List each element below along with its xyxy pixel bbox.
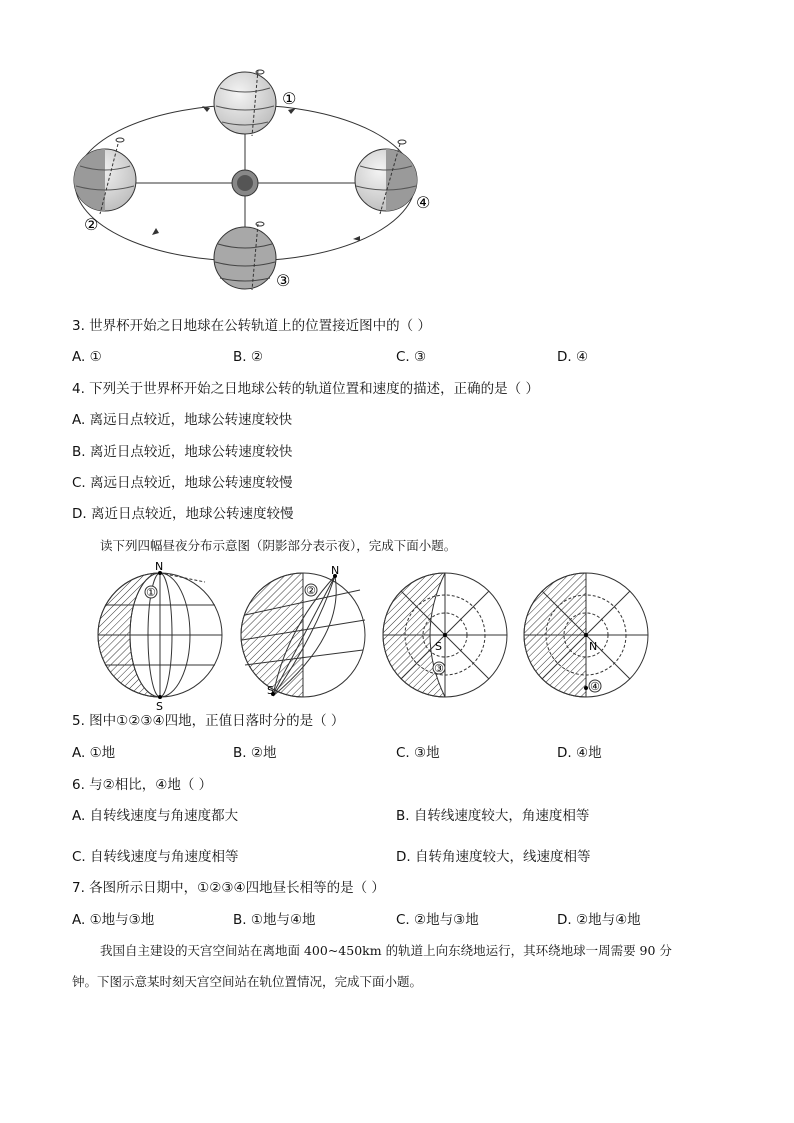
intro-day-night: 读下列四幅昼夜分布示意图（阴影部分表示夜），完成下面小题。 xyxy=(100,538,457,553)
q4-option-c[interactable]: C. 离远日点较近，地球公转速度较慢 xyxy=(72,475,293,491)
pole-label-n2: N xyxy=(331,564,340,577)
intro-space-station-line2: 钟。下图示意某时刻天宫空间站在轨位置情况，完成下面小题。 xyxy=(72,974,423,989)
q4-stem: 4. 下列关于世界杯开始之日地球公转的轨道位置和速度的描述，正确的是（ ） xyxy=(72,381,539,397)
pole-label-n1: N xyxy=(155,560,164,573)
diagram-1 xyxy=(98,560,222,713)
q4-option-a[interactable]: A. 离远日点较近，地球公转速度较快 xyxy=(72,412,293,428)
q6-option-c[interactable]: C. 自转线速度与角速度相等 xyxy=(72,849,239,865)
q6-option-a[interactable]: A. 自转线速度与角速度都大 xyxy=(72,808,239,824)
q3-option-d[interactable]: D. ④ xyxy=(557,349,589,365)
q7-option-a[interactable]: A. ①地与③地 xyxy=(72,912,155,928)
q4-option-d[interactable]: D. 离近日点较近，地球公转速度较慢 xyxy=(72,506,294,522)
q6-stem: 6. 与②相比，④地（ ） xyxy=(72,777,213,793)
pole-label-s1: S xyxy=(156,700,163,713)
pole-label-s2: S xyxy=(267,684,274,697)
q5-option-a[interactable]: A. ①地 xyxy=(72,745,116,761)
earth-position-1 xyxy=(214,70,276,136)
q5-option-d[interactable]: D. ④地 xyxy=(557,745,602,761)
label-3: ③ xyxy=(276,271,291,290)
q3-option-c[interactable]: C. ③ xyxy=(396,349,427,365)
point-label-2: ② xyxy=(306,584,316,597)
q7-option-d[interactable]: D. ②地与④地 xyxy=(557,912,641,928)
q5-stem: 5. 图中①②③④四地，正值日落时分的是（ ） xyxy=(72,713,345,729)
point-label-4: ④ xyxy=(590,680,600,693)
earth-position-3 xyxy=(214,222,276,290)
q3-stem: 3. 世界杯开始之日地球在公转轨道上的位置接近图中的（ ） xyxy=(72,318,431,334)
pole-label-s3: S xyxy=(435,640,442,653)
pole-label-n4: N xyxy=(589,640,598,653)
intro-space-station-line1: 我国自主建设的天宫空间站在离地面 400~450km 的轨道上向东绕地运行，其环绕地球一周需要 90 分 xyxy=(100,943,672,958)
q4-option-b[interactable]: B. 离近日点较近，地球公转速度较快 xyxy=(72,444,293,460)
diagram-4 xyxy=(524,573,648,697)
q7-option-b[interactable]: B. ①地与④地 xyxy=(233,912,316,928)
q6-option-d[interactable]: D. 自转角速度较大，线速度相等 xyxy=(396,849,591,865)
label-2: ② xyxy=(84,215,99,234)
orbit-figure xyxy=(60,58,450,298)
label-1: ① xyxy=(282,89,297,108)
point-label-3: ③ xyxy=(434,662,444,675)
q6-option-b[interactable]: B. 自转线速度较大，角速度相等 xyxy=(396,808,590,824)
q5-option-b[interactable]: B. ②地 xyxy=(233,745,277,761)
q3-option-a[interactable]: A. ① xyxy=(72,349,102,365)
day-night-figures xyxy=(95,560,655,713)
point-label-1: ① xyxy=(146,586,156,599)
diagram-2 xyxy=(241,564,365,697)
diagram-3 xyxy=(383,573,507,697)
q5-option-c[interactable]: C. ③地 xyxy=(396,745,440,761)
q7-option-c[interactable]: C. ②地与③地 xyxy=(396,912,479,928)
sun-icon xyxy=(232,170,258,196)
q3-option-b[interactable]: B. ② xyxy=(233,349,263,365)
q7-stem: 7. 各图所示日期中，①②③④四地昼长相等的是（ ） xyxy=(72,880,385,896)
earth-position-2 xyxy=(74,138,136,214)
earth-position-4 xyxy=(355,140,417,214)
label-4: ④ xyxy=(416,193,431,212)
